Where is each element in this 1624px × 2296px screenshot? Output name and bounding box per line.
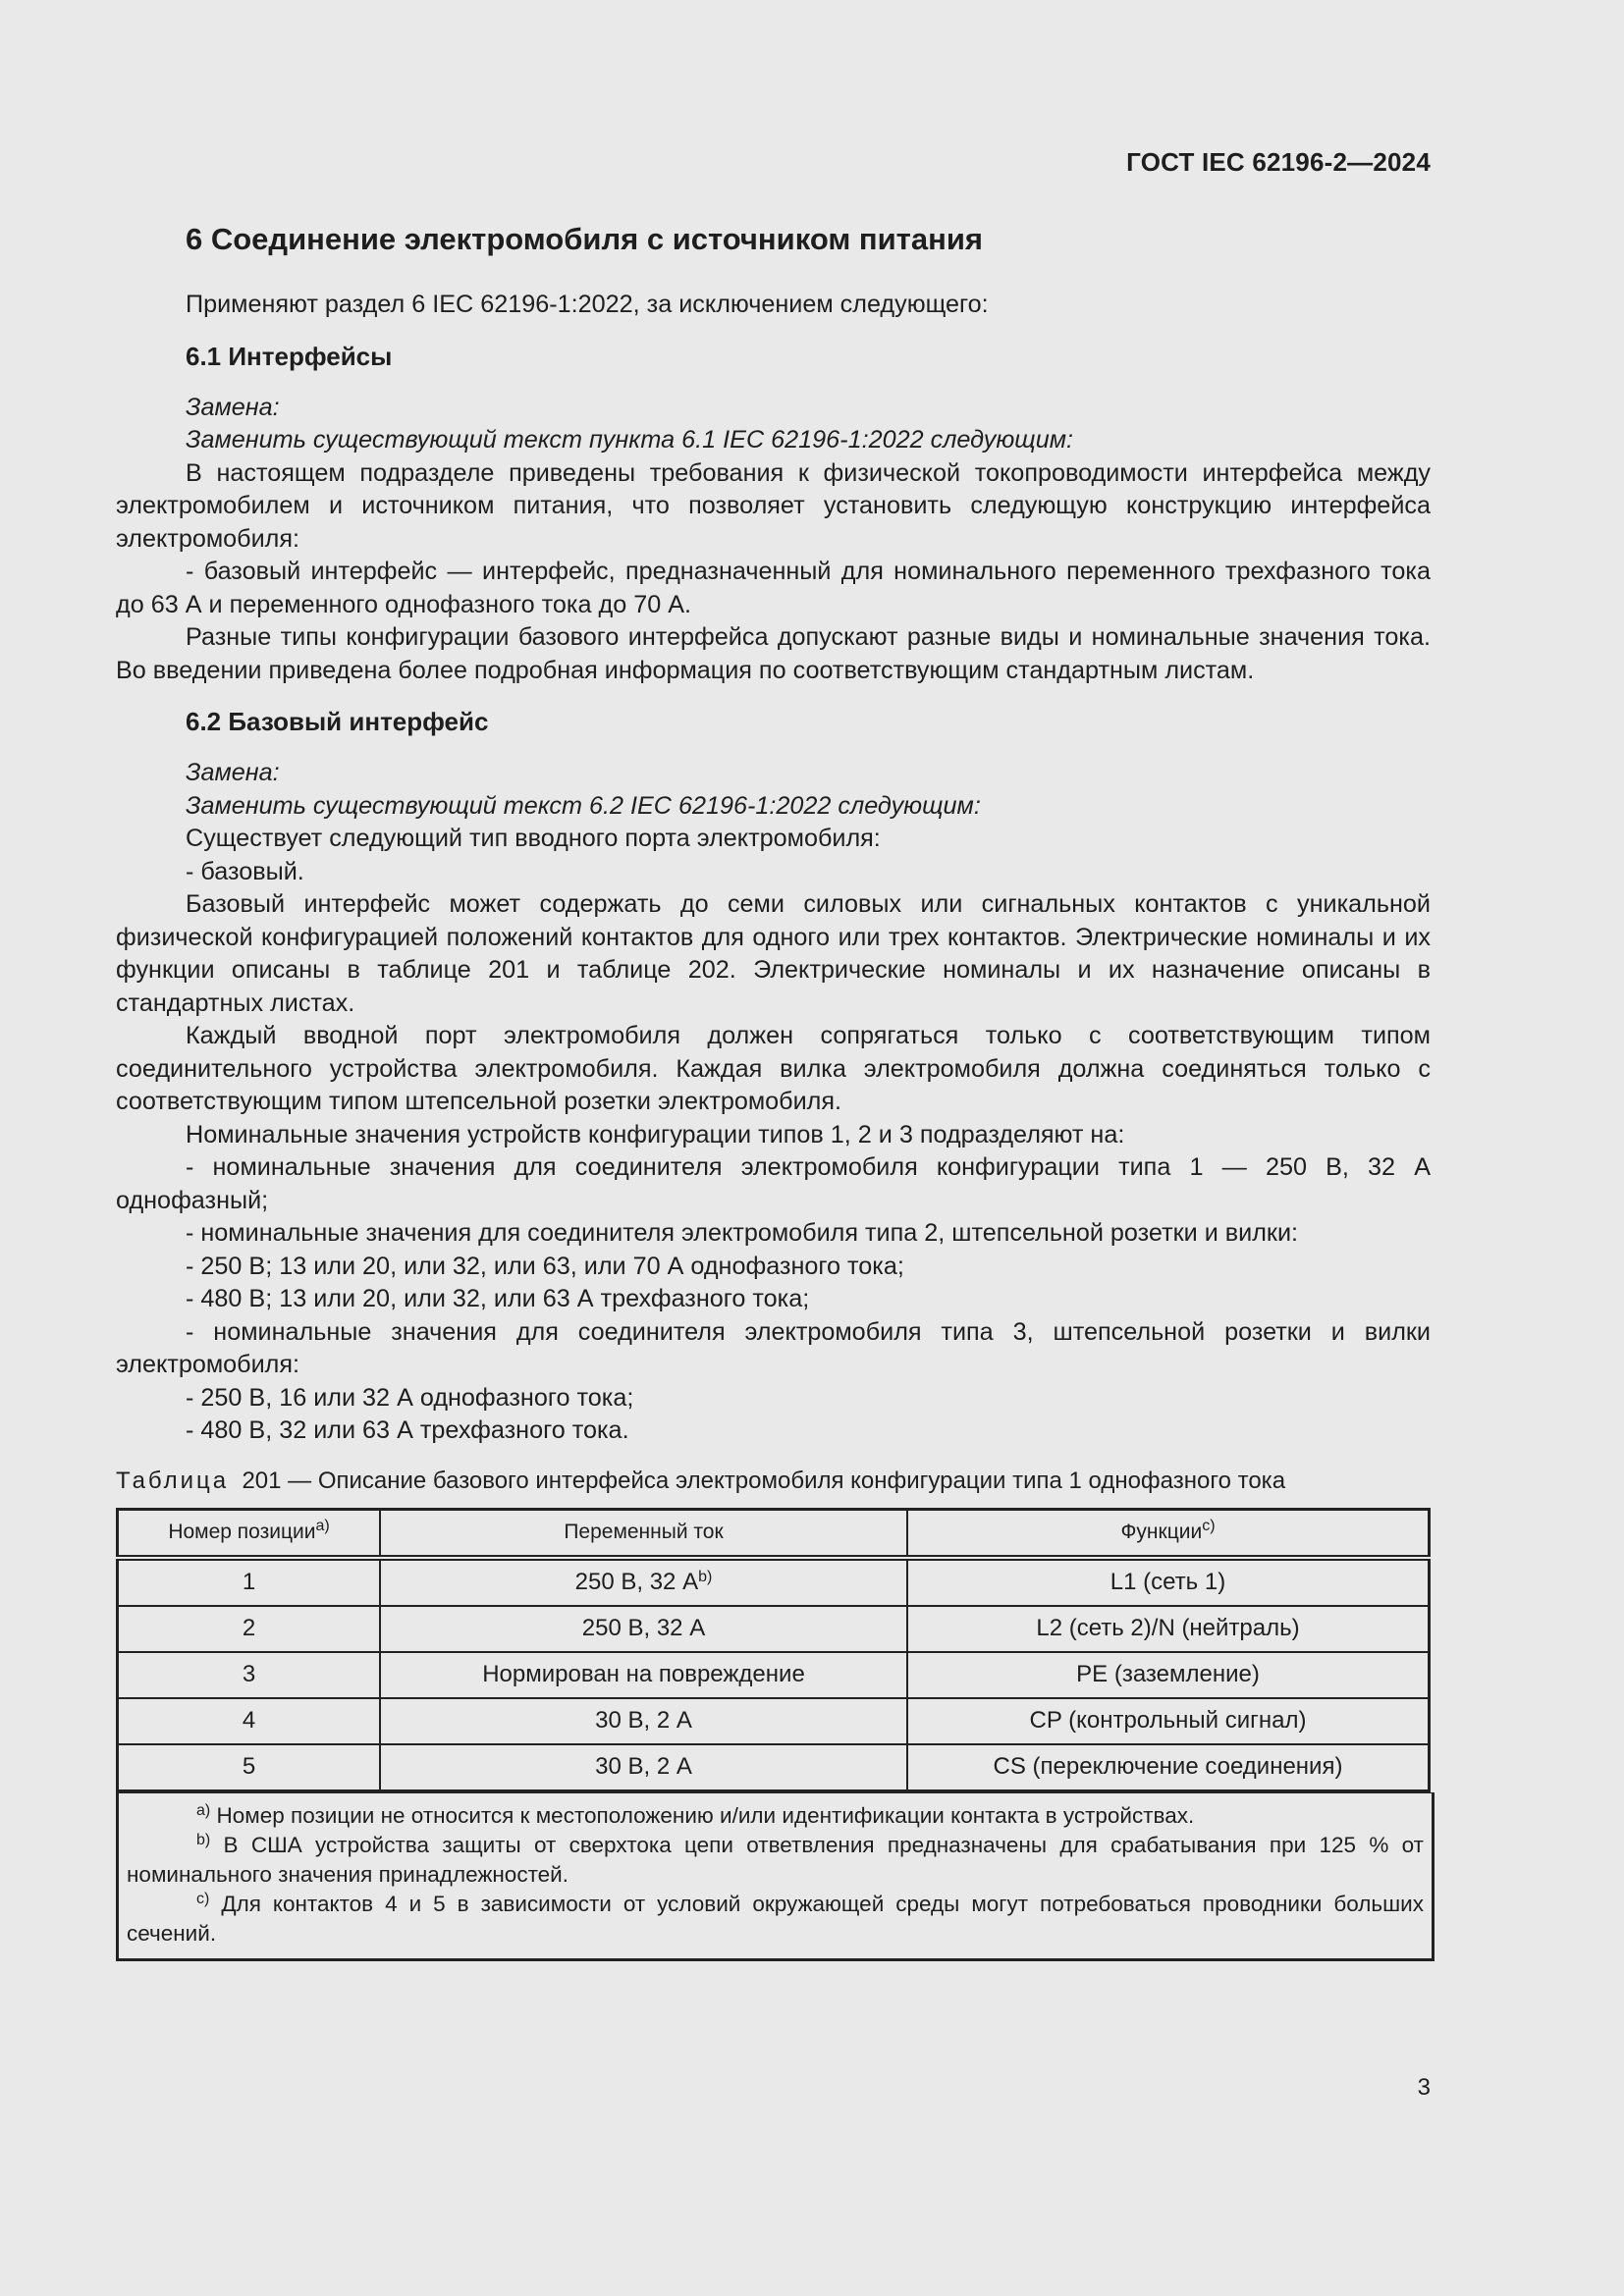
paragraph: В настоящем подразделе приведены требования к физической токопроводимости интерфейса между электромобилем и источником питания, что позволяет установить следующую конструкцию интерфейса электромобиля: — [116, 458, 1431, 553]
table-caption-text: 201 — Описание базового интерфейса электромобиля конфигурации типа 1 однофазного тока — [242, 1467, 1286, 1494]
cell-function: PE (заземление) — [907, 1652, 1430, 1698]
footnote-mark: c) — [1202, 1518, 1216, 1534]
cell-position: 1 — [118, 1558, 381, 1606]
header-functions: Функции$^{c)}$ — [907, 1509, 1430, 1558]
cell-position: 2 — [118, 1606, 381, 1652]
replace-label: Замена: — [186, 393, 280, 421]
list-item: - 480 В, 32 или 63 А трехфазного тока. — [186, 1416, 629, 1444]
cell-position: 4 — [118, 1698, 381, 1744]
cell-function: CS (переключение соединения) — [907, 1744, 1430, 1791]
list-item: - 250 В, 16 или 32 А однофазного тока; — [186, 1383, 634, 1412]
list-item: - номинальные значения для соединителя электромобиля типа 2, штепсельной розетки и вилки: — [186, 1219, 1299, 1247]
cell-position: 3 — [118, 1652, 381, 1698]
paragraph: Существует следующий тип вводного порта электромобиля: — [186, 825, 881, 852]
footnote-mark: b) — [698, 1569, 713, 1585]
cell-function: L2 (сеть 2)/N (нейтраль) — [907, 1606, 1430, 1652]
cell-current: 30 В, 2 А — [380, 1698, 907, 1744]
standard-code: ГОСТ IEC 62196-2—2024 — [1126, 147, 1431, 177]
table-note: $^{b)}$ В США устройства защиты от сверхтока цепи ответвления предназначены для срабатывания при 125 % от номинального значения принадлежностей. — [127, 1831, 1424, 1887]
page-number: 3 — [1417, 2074, 1431, 2101]
table-notes — [116, 1792, 1435, 1961]
header-position: Номер позиции$^{a)}$ — [118, 1509, 381, 1558]
footnote-mark: a) — [315, 1518, 330, 1534]
section-intro: Применяют раздел 6 IEC 62196-1:2022, за исключением следующего: — [186, 291, 989, 318]
replace-instruction: Заменить существующий текст пункта 6.1 IEC 62196-1:2022 следующим: — [186, 426, 1074, 454]
table-note: $^{c)}$ Для контактов 4 и 5 в зависимости от условий окружающей среды могут потребоваться проводники больших сечений. — [127, 1890, 1424, 1946]
table-row — [118, 1606, 1430, 1652]
table-note: $^{a)}$ Номер позиции не относится к местоположению и/или идентификации контакта в устройствах. — [196, 1801, 1195, 1828]
table-row — [118, 1652, 1430, 1698]
header-ac-current: Переменный ток — [380, 1509, 907, 1558]
cell-function: CP (контрольный сигнал) — [907, 1698, 1430, 1744]
list-item: - 250 В; 13 или 20, или 32, или 63, или 70 А однофазного тока; — [186, 1252, 904, 1280]
interface-table — [116, 1508, 1431, 1792]
page-content — [116, 222, 1431, 1961]
cell-current: Нормирован на повреждение — [380, 1652, 907, 1698]
paragraph: Базовый интерфейс может содержать до семи силовых или сигнальных контактов с уникальной физической конфигурацией положений контактов для одного или трех контактов. Электрические номиналы и их функции описаны в таблице 201 и таблице 202. Электрические номиналы и их назначение описаны в стандартных листах. — [116, 890, 1431, 1017]
list-item: - номинальные значения для соединителя электромобиля типа 3, штепсельной розетки и вилки электромобиля: — [116, 1317, 1431, 1378]
list-item: - номинальные значения для соединителя электромобиля конфигурации типа 1 — 250 В, 32 А однофазный; — [116, 1153, 1431, 1214]
list-item: - базовый. — [186, 857, 304, 885]
table-row — [118, 1558, 1430, 1606]
subsection-title-6-2: 6.2 Базовый интерфейс — [186, 707, 489, 736]
list-item: - базовый интерфейс — интерфейс, предназначенный для номинального переменного трехфазного тока до 63 А и переменного однофазного тока до 70 А. — [116, 558, 1431, 618]
subsection-title-6-1: 6.1 Интерфейсы — [186, 341, 393, 371]
cell-position: 5 — [118, 1744, 381, 1791]
paragraph: Каждый вводной порт электромобиля должен сопрягаться только с соответствующим типом соединительного устройства электромобиля. Каждая вилка электромобиля должна соединяться только с соответствующим типом штепсельной розетки электромобиля. — [116, 1022, 1431, 1115]
cell-function: L1 (сеть 1) — [907, 1558, 1430, 1606]
section-title: 6 Соединение электромобиля с источником питания — [186, 222, 983, 256]
table-caption-word: Таблица — [116, 1467, 230, 1494]
cell-current: 30 В, 2 А — [380, 1744, 907, 1791]
table-row — [118, 1698, 1430, 1744]
paragraph: Номинальные значения устройств конфигурации типов 1, 2 и 3 подразделяют на: — [186, 1120, 1125, 1148]
table-row — [118, 1744, 1430, 1791]
replace-instruction: Заменить существующий текст 6.2 IEC 62196-1:2022 следующим: — [186, 791, 981, 820]
paragraph: Разные типы конфигурации базового интерфейса допускают разные виды и номинальные значения тока. Во введении приведена более подробная информация по соответствующим стандартным листам. — [116, 623, 1431, 684]
table-caption — [116, 1467, 1431, 1496]
cell-current: 250 В, 32 А — [380, 1606, 907, 1652]
replace-label: Замена: — [186, 759, 280, 786]
table-header-row — [118, 1509, 1430, 1558]
list-item: - 480 В; 13 или 20, или 32, или 63 А трехфазного тока; — [186, 1285, 810, 1312]
cell-current: 250 В, 32 $А^{b)}$ — [380, 1558, 907, 1606]
